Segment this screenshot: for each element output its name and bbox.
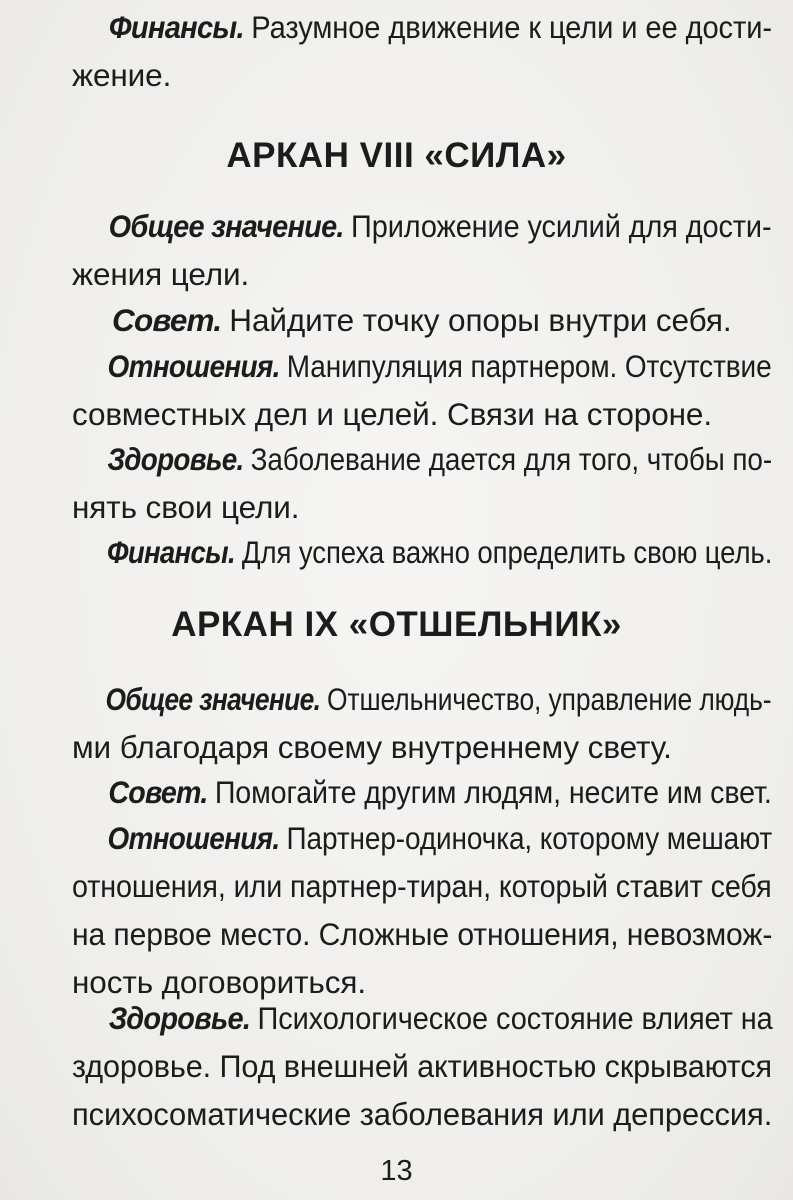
relations-paragraph-arcana-9 <box>72 814 773 1006</box>
advice-paragraph-arcana-8 <box>72 296 762 344</box>
heading-arcana-8: АРКАН VIII «СИЛА» <box>226 136 567 175</box>
general-meaning-paragraph-arcana-9 <box>72 675 772 771</box>
relations-paragraph-arcana-8 <box>72 342 772 438</box>
paragraph-label: Отношения. <box>107 348 280 384</box>
paragraph-line: Финансы. Разумное движение к цели и ее дости- <box>108 9 772 45</box>
paragraph-line: на первое место. Сложные отношения, невозмож- <box>72 916 773 952</box>
paragraph-label: Общее значение. <box>108 208 344 244</box>
paragraph-line: ность договориться. <box>72 964 366 1000</box>
paragraph-label: Совет. <box>108 774 208 810</box>
health-paragraph-arcana-9 <box>72 994 773 1138</box>
paragraph-label: Общее значение. <box>105 681 321 717</box>
paragraph-line: совместных дел и целей. Связи на стороне. <box>72 396 712 432</box>
health-paragraph-arcana-8 <box>72 435 773 531</box>
paragraph-line: ми благодаря своему внутреннему свету. <box>72 729 672 765</box>
paragraph-line: Совет. Найдите точку опоры внутри себя. <box>112 302 732 338</box>
paragraph-label: Финансы. <box>107 534 235 570</box>
heading-arcana-9: АРКАН IX «ОТШЕЛЬНИК» <box>171 605 622 644</box>
advice-paragraph-arcana-9 <box>72 768 772 816</box>
finance-paragraph-arcana-7 <box>72 3 772 99</box>
paragraph-line: Общее значение. Отшельничество, управление людь- <box>105 681 772 717</box>
paragraph-line: Общее значение. Приложение усилий для дости- <box>108 208 772 244</box>
paragraph-line: Финансы. Для успеха важно определить свою цель. <box>107 534 773 570</box>
paragraph-label: Совет. <box>112 302 222 338</box>
paragraph-line: Здоровье. Заболевание дается для того, чтобы по- <box>107 441 773 477</box>
paragraph-label: Финансы. <box>108 9 244 45</box>
paragraph-line: психосоматические заболевания или депрессия. <box>72 1096 773 1132</box>
paragraph-line: отношения, или партнер-тиран, который ставит себя <box>72 868 772 904</box>
finance-paragraph-arcana-8 <box>72 528 773 576</box>
paragraph-label: Отношения. <box>107 820 280 856</box>
paragraph-line: Отношения. Партнер-одиночка, которому мешают <box>107 820 773 856</box>
paragraph-line: Отношения. Манипуляция партнером. Отсутствие <box>107 348 772 384</box>
general-meaning-paragraph-arcana-8 <box>72 202 772 298</box>
paragraph-line: здоровье. Под внешней активностью скрываются <box>72 1048 773 1084</box>
paragraph-label: Здоровье. <box>108 1000 251 1036</box>
paragraph-line: нять свои цели. <box>72 489 300 525</box>
paragraph-label: Здоровье. <box>107 441 244 477</box>
paragraph-line: жение. <box>72 57 172 93</box>
page-number: 13 <box>380 1155 413 1187</box>
paragraph-line: Совет. Помогайте другим людям, несите им свет. <box>108 774 772 810</box>
paragraph-line: Здоровье. Психологическое состояние влияет на <box>108 1000 773 1036</box>
paragraph-line: жения цели. <box>72 256 250 292</box>
